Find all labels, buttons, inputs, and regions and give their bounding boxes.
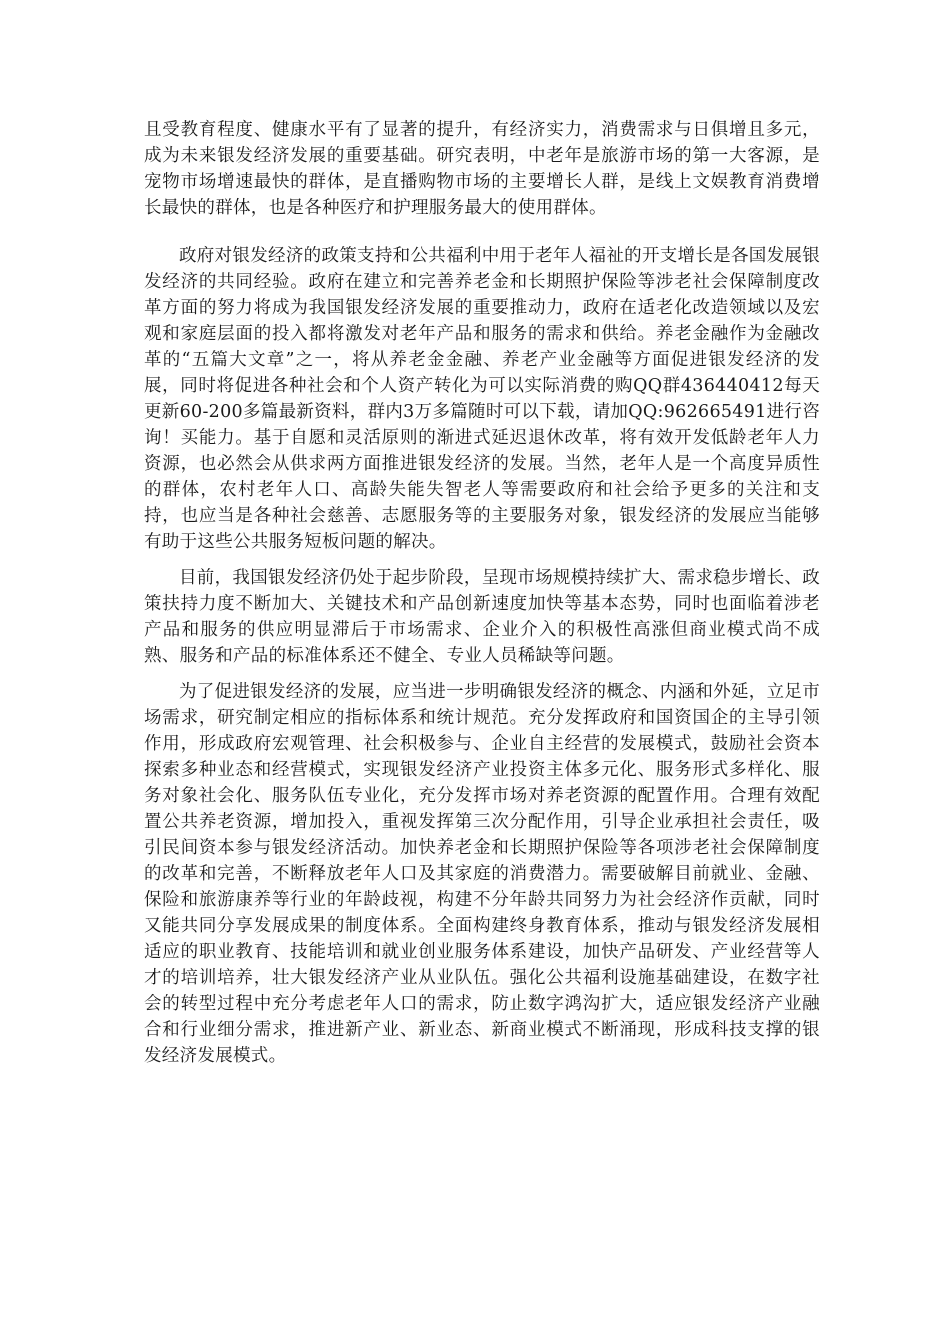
paragraph-continuation: 且受教育程度、健康水平有了显著的提升，有经济实力，消费需求与日俱增且多元，成为未来银发经济发展的重要基础。研究表明，中老年是旅游市场的第一大客源，是宠物市场增速最快的群体，是直播购物市场的主要增长人群，是线上文娱教育消费增长最快的群体，也是各种医疗和护理服务最大的使用群体。 <box>144 120 820 218</box>
paragraph-recommendations: 为了促进银发经济的发展，应当进一步明确银发经济的概念、内涵和外延，立足市场需求，研究制定相应的指标体系和统计规范。充分发挥政府和国资国企的主导引领作用，形成政府宏观管理、社会积极参与、企业自主经营的发展模式，鼓励社会资本探索多种业态和经营模式，实现银发经济产业投资主体多元化、服务形式多样化、服务对象社会化、服务队伍专业化，充分发挥市场对养老资源的配置作用。合理有效配置公共养老资源，增加投入，重视发挥第三次分配作用，引导企业承担社会责任，吸引民间资本参与银发经济活动。加快养老金和长期照护保险等各项涉老社会保障制度的改革和完善，不断释放老年人口及其家庭的消费潜力。需要破解目前就业、金融、保险和旅游康养等行业的年龄歧视，构建不分年龄共同努力为社会经济作贡献，同时又能共同分享发展成果的制度体系。全面构建终身教育体系，推动与银发经济发展相适应的职业教育、技能培训和就业创业服务体系建设，加快产品研发、产业经营等人才的培训培养，壮大银发经济产业从业队伍。强化公共福利设施基础建设，在数字社会的转型过程中充分考虑老年人口的需求，防止数字鸿沟扩大，适应银发经济产业融合和行业细分需求，推进新产业、新业态、新商业模式不断涌现，形成科技支撑的银发经济发展模式。 <box>144 682 820 1066</box>
paragraph-government-policy: 政府对银发经济的政策支持和公共福利中用于老年人福祉的开支增长是各国发展银发经济的共同经验。政府在建立和完善养老金和长期照护保险等涉老社会保障制度改革方面的努力将成为我国银发经济发展的重要推动力，政府在适老化改造领域以及宏观和家庭层面的投入都将激发对老年产品和服务的需求和供给。养老金融作为金融改革的“五篇大文章”之一，将从养老金金融、养老产业金融等方面促进银发经济的发展，同时将促进各种社会和个人资产转化为可以实际消费的购QQ群436440412每天更新60-200多篇最新资料，群内3万多篇随时可以下载，请加QQ:962665491进行咨询！买能力。基于自愿和灵活原则的渐进式延迟退休改革，将有效开发低龄老年人力资源，也必然会从供求两方面推进银发经济的发展。当然，老年人是一个高度异质性的群体，农村老年人口、高龄失能失智老人等需要政府和社会给予更多的关注和支持，也应当是各种社会慈善、志愿服务等的主要服务对象，银发经济的发展应当能够有助于这些公共服务短板问题的解决。 <box>144 246 821 552</box>
document-page <box>144 117 820 1069</box>
paragraph-current-status: 目前，我国银发经济仍处于起步阶段，呈现市场规模持续扩大、需求稳步增长、政策扶持力度不断加大、关键技术和产品创新速度加快等基本态势，同时也面临着涉老产品和服务的供应明显滞后于市场需求、企业介入的积极性高涨但商业模式尚不成熟、服务和产品的标准体系还不健全、专业人员稀缺等问题。 <box>144 568 820 666</box>
